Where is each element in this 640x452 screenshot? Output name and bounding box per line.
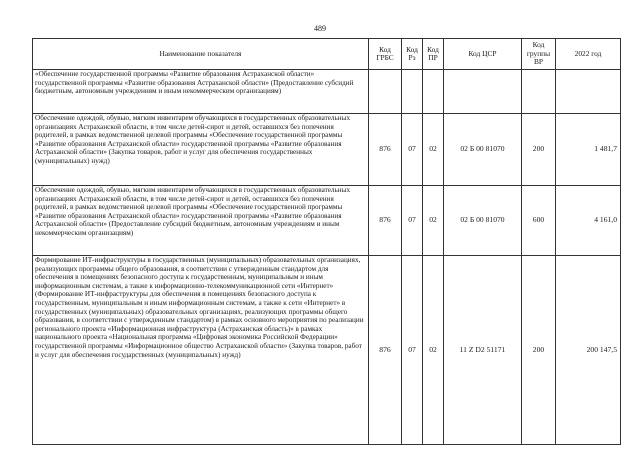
row-amount: 4 161,0 [556, 186, 621, 256]
header-name: Наименование показателя [33, 39, 369, 70]
row-rz [402, 70, 423, 114]
table-row [33, 70, 621, 114]
header-csr: Код ЦСР [444, 39, 522, 70]
row-csr [444, 70, 522, 114]
row-amount [556, 70, 621, 114]
row-pr: 02 [423, 186, 444, 256]
header-grbs: Код ГРБС [369, 39, 402, 70]
row-pr: 02 [423, 114, 444, 186]
table-row [33, 186, 621, 256]
row-name: «Обеспечение государственной программы «Развитие образования Астраханской области» государственной программы «Развитие образования Астраханской области» (Предоставление субсидий бюджетным, автономным учреждениям и иным некоммерческим организациям) [33, 70, 369, 114]
row-vr: 200 [522, 256, 556, 445]
row-rz: 07 [402, 186, 423, 256]
header-vr: Код группы ВР [522, 39, 556, 70]
row-name: Обеспечение одеждой, обувью, мягким инвентарем обучающихся в государственных образовательных организациях Астраханской области, в том числе детей-сирот и детей, оставшихся без попечения родителей, в рамках ведомственной целевой программы «Обеспечение государственной программы «Развитие образования Астраханской области» государственной программы «Развитие образования Астраханской области» (Предоставление субсидий бюджетным, автономным учреждениям и иным некоммерческим организациям) [33, 186, 369, 256]
row-pr [423, 70, 444, 114]
row-csr: 02 Б 00 81070 [444, 114, 522, 186]
row-grbs [369, 70, 402, 114]
row-vr: 600 [522, 186, 556, 256]
row-csr: 11 Z D2 51171 [444, 256, 522, 445]
table-header-row [33, 39, 621, 70]
row-name: Формирование ИТ-инфраструктуры в государственных (муниципальных) образовательных организациях, реализующих программы общего образования, в соответствии с утвержденным стандартом для обеспечения в помещениях безопасного доступа к государственным, муниципальным и иным информационным системам, а также к информационно-телекоммуникационной сети «Интернет» (Формирование ИТ-инфраструктуры для обеспечения в помещениях безопасного доступа к государственным, муниципальным и иным информационным системам, а также к сети «Интернет» в государственных (муниципальных) образовательных организациях, реализующих программы общего образования, в соответствии с утвержденным стандартом) в рамках основного мероприятия по реализации регионального проекта «Информационная инфраструктура (Астраханская область)» в рамках национального проекта «Национальная программа «Цифровая экономика Российской Федерации» государственной программы «Информационное общество Астраханской области» (Закупка товаров, работ и услуг для обеспечения государственных (муниципальных) нужд) [33, 256, 369, 445]
row-vr: 200 [522, 114, 556, 186]
row-amount: 1 481,7 [556, 114, 621, 186]
row-grbs: 876 [369, 186, 402, 256]
header-pr: Код ПР [423, 39, 444, 70]
row-pr: 02 [423, 256, 444, 445]
table-row [33, 114, 621, 186]
row-grbs: 876 [369, 114, 402, 186]
row-grbs: 876 [369, 256, 402, 445]
row-rz: 07 [402, 256, 423, 445]
row-amount: 200 147,5 [556, 256, 621, 445]
budget-table [32, 38, 621, 445]
header-rz: Код Рз [402, 39, 423, 70]
table-row [33, 256, 621, 445]
page-number: 489 [314, 24, 326, 33]
row-name: Обеспечение одеждой, обувью, мягким инвентарем обучающихся в государственных образовательных организациях Астраханской области, в том числе детей-сирот и детей, оставшихся без попечения родителей, в рамках ведомственной целевой программы «Обеспечение государственной программы «Развитие образования Астраханской области» государственной программы «Развитие образования Астраханской области» (Закупка товаров, работ и услуг для обеспечения государственных (муниципальных) нужд) [33, 114, 369, 186]
row-rz: 07 [402, 114, 423, 186]
row-vr [522, 70, 556, 114]
row-csr: 02 Б 00 81070 [444, 186, 522, 256]
header-year: 2022 год [556, 39, 621, 70]
